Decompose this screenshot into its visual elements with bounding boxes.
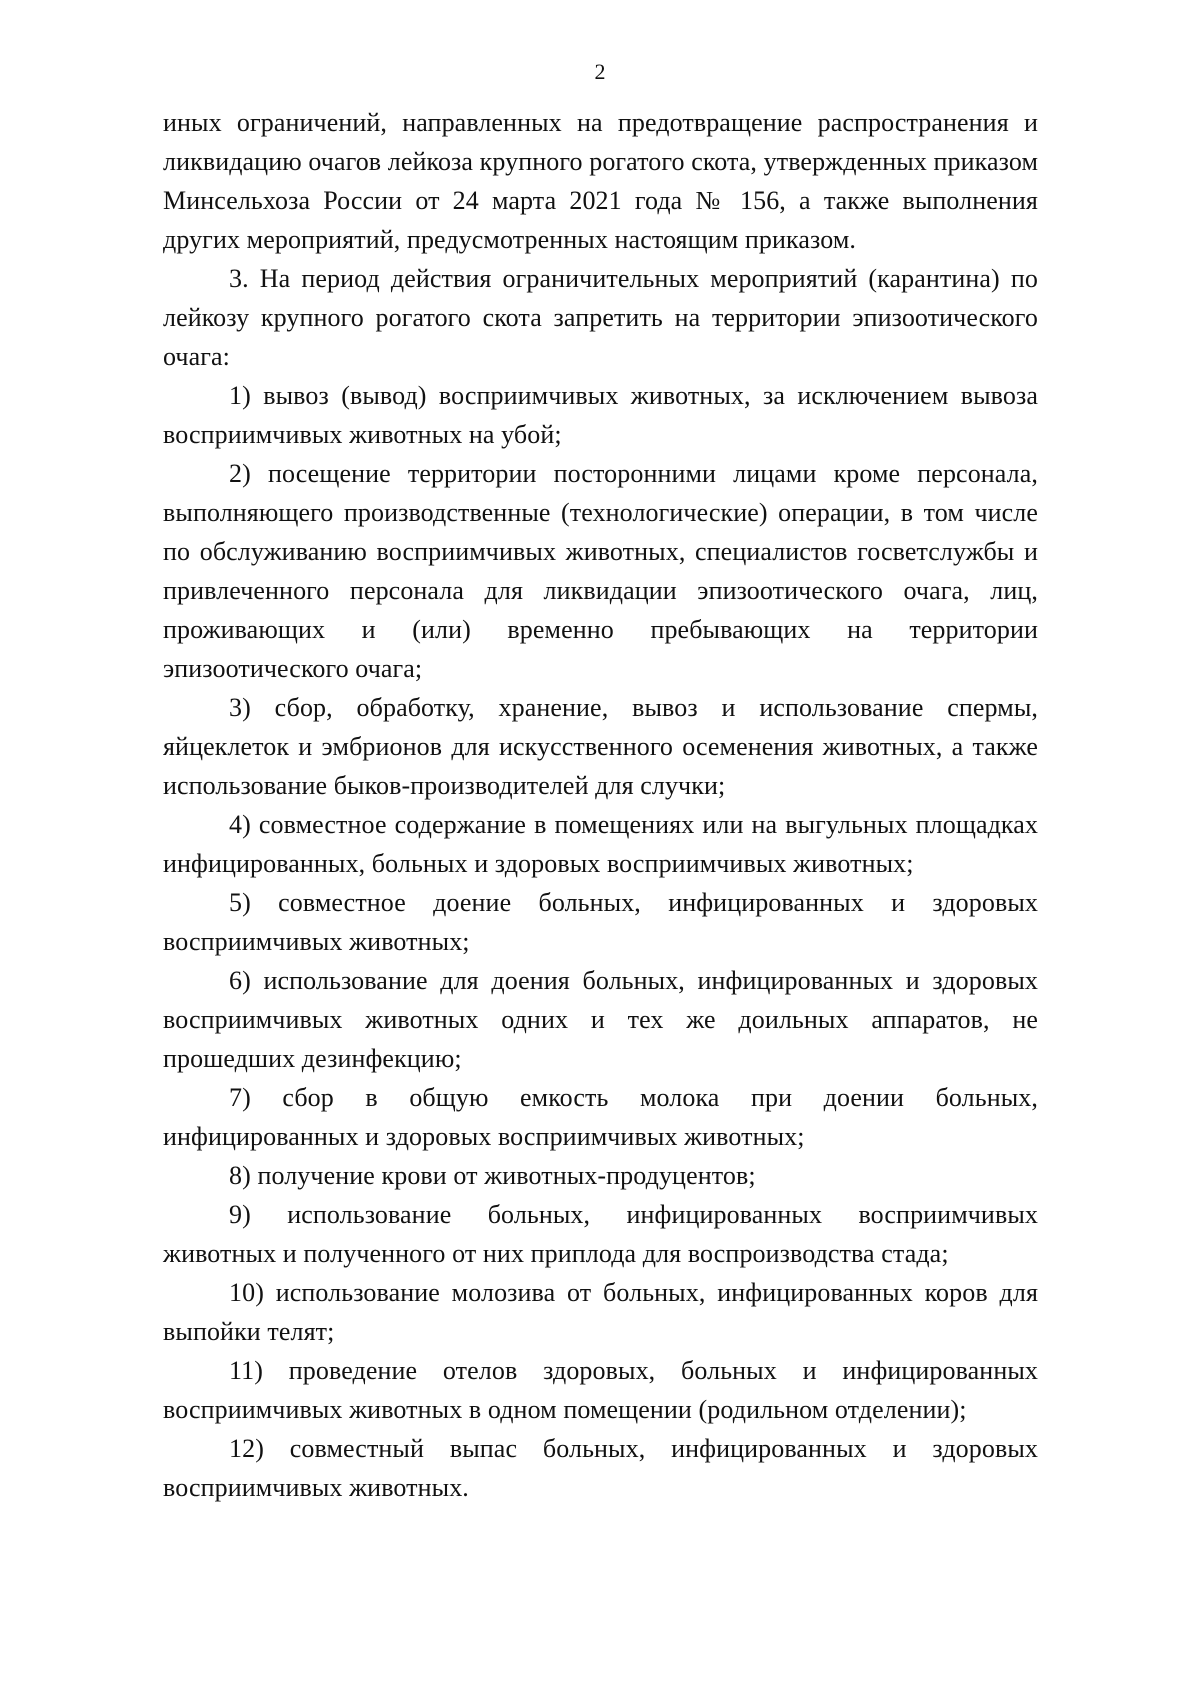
page-number: 2 bbox=[594, 59, 606, 84]
list-item-6: 6) использование для доения больных, инфицированных и здоровых восприимчивых животных одних и тех же доильных аппаратов, не прошедших дезинфекцию; bbox=[163, 966, 1038, 1073]
list-item-10: 10) использование молозива от больных, инфицированных коров для выпойки телят; bbox=[163, 1278, 1038, 1346]
list-item-1: 1) вывоз (вывод) восприимчивых животных, за исключением вывоза восприимчивых животных на убой; bbox=[163, 381, 1038, 449]
list-item-7: 7) сбор в общую емкость молока при доении больных, инфицированных и здоровых восприимчивых животных; bbox=[163, 1083, 1038, 1151]
list-item-9: 9) использование больных, инфицированных восприимчивых животных и полученного от них приплода для воспроизводства стада; bbox=[163, 1200, 1038, 1268]
paragraph-continuation: иных ограничений, направленных на предотвращение распространения и ликвидацию очагов лейкоза крупного рогатого скота, утвержденных приказом Минсельхоза России от 24 марта 2021 года № 156, а также выполнения других мероприятий, предусмотренных настоящим приказом. bbox=[163, 108, 1038, 254]
list-item-3: 3) сбор, обработку, хранение, вывоз и использование спермы, яйцеклеток и эмбрионов для искусственного осеменения животных, а также использование быков-производителей для случки; bbox=[163, 693, 1038, 800]
list-item-12: 12) совместный выпас больных, инфицированных и здоровых восприимчивых животных. bbox=[163, 1434, 1038, 1502]
list-item-4: 4) совместное содержание в помещениях или на выгульных площадках инфицированных, больных и здоровых восприимчивых животных; bbox=[163, 810, 1038, 878]
list-item-5: 5) совместное доение больных, инфицированных и здоровых восприимчивых животных; bbox=[163, 888, 1038, 956]
list-item-8: 8) получение крови от животных-продуцентов; bbox=[229, 1161, 756, 1190]
paragraph-item-3: 3. На период действия ограничительных мероприятий (карантина) по лейкозу крупного рогатого скота запретить на территории эпизоотического очага: bbox=[163, 264, 1038, 371]
list-item-2: 2) посещение территории посторонними лицами кроме персонала, выполняющего производственные (технологические) операции, в том числе по обслуживанию восприимчивых животных, специалистов госветслужбы и привлеченного персонала для ликвидации эпизоотического очага, лиц, проживающих и (или) временно пребывающих на территории эпизоотического очага; bbox=[163, 459, 1038, 683]
document-body bbox=[163, 103, 1038, 1507]
list-item-11: 11) проведение отелов здоровых, больных и инфицированных восприимчивых животных в одном помещении (родильном отделении); bbox=[163, 1356, 1038, 1424]
